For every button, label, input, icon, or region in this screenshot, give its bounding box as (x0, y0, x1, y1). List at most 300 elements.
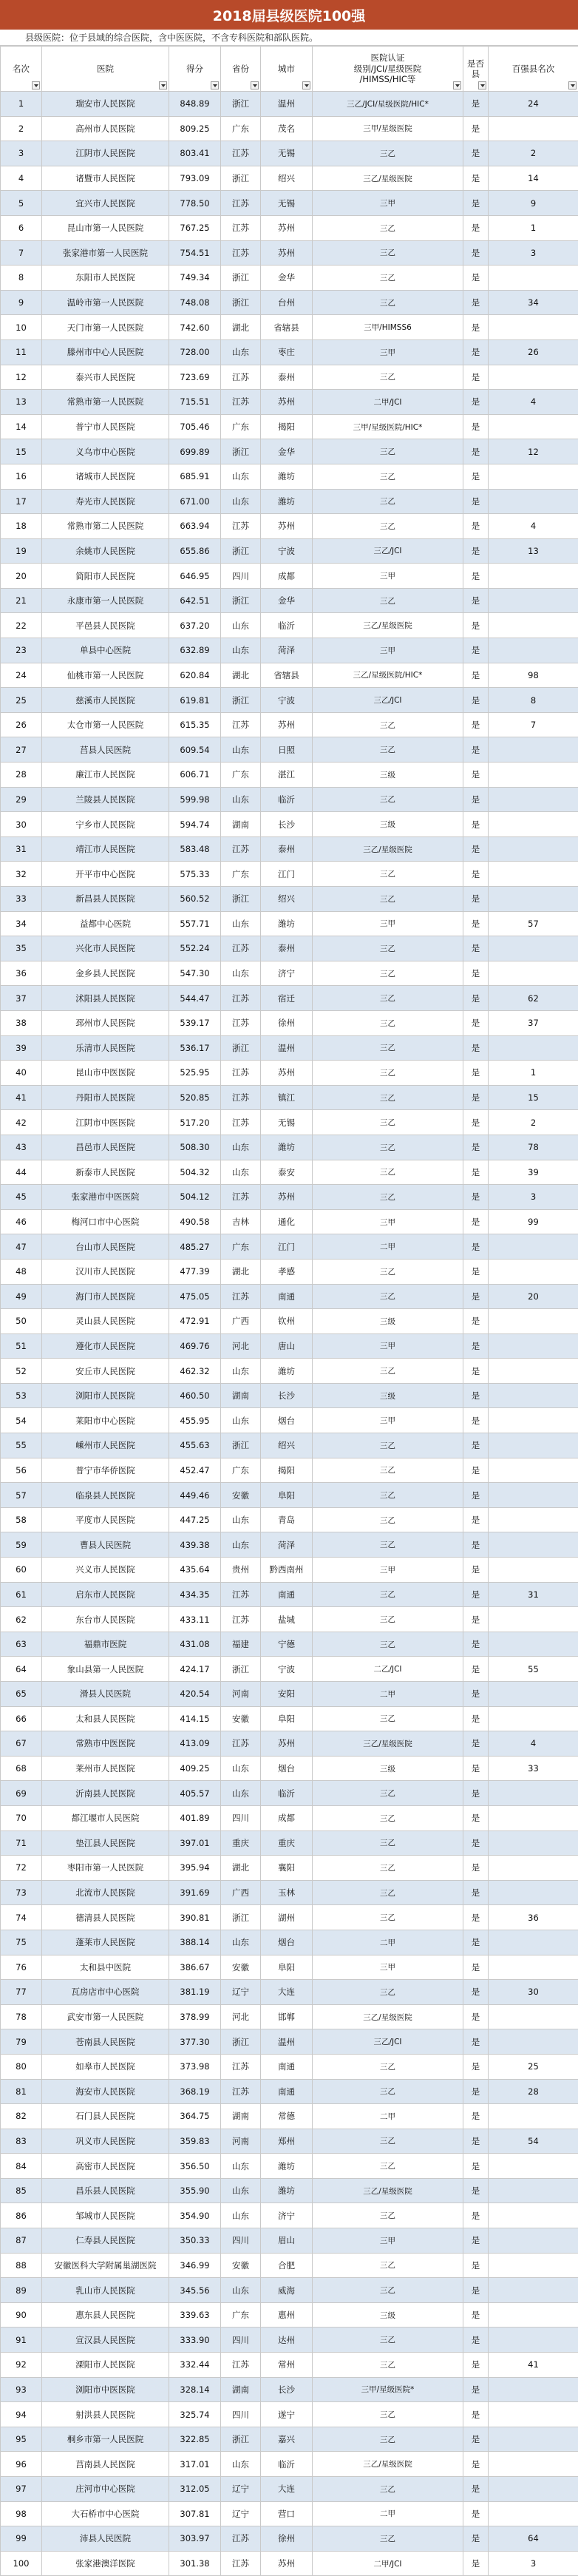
hospital-name-cell: 瓦房店市中心医院 (42, 1980, 169, 2005)
score-cell: 333.90 (169, 2327, 221, 2353)
rank-cell: 89 (1, 2278, 42, 2303)
county-rank-cell (489, 2452, 578, 2477)
certification-cell: 三乙 (313, 1830, 463, 1856)
is-county-cell: 是 (463, 961, 489, 986)
province-cell: 江苏 (221, 1607, 261, 1632)
certification-cell: 三乙 (313, 712, 463, 737)
certification-cell: 三乙 (313, 787, 463, 812)
province-cell: 浙江 (221, 439, 261, 464)
table-row (1, 1010, 578, 1035)
rank-cell: 51 (1, 1333, 42, 1359)
hospital-name-cell: 宣汉县人民医院 (42, 2327, 169, 2353)
city-cell: 临沂 (261, 787, 313, 812)
rank-cell: 9 (1, 290, 42, 315)
city-cell: 省辖县 (261, 663, 313, 688)
city-cell: 宁波 (261, 1657, 313, 1682)
hospital-name-cell: 海安市人民医院 (42, 2079, 169, 2104)
is-county-cell: 是 (463, 439, 489, 464)
province-cell: 湖南 (221, 812, 261, 837)
city-cell: 揭阳 (261, 414, 313, 439)
city-cell: 日照 (261, 737, 313, 763)
province-cell: 山东 (221, 2154, 261, 2179)
county-rank-cell (489, 1035, 578, 1061)
hospital-name-cell: 德清县人民医院 (42, 1905, 169, 1930)
hospital-name-cell: 沛县人民医院 (42, 2526, 169, 2552)
province-cell: 辽宁 (221, 2501, 261, 2526)
province-cell: 山东 (221, 2203, 261, 2228)
hospital-name-cell: 泰兴市人民医院 (42, 365, 169, 390)
score-cell: 386.67 (169, 1955, 221, 1980)
city-cell: 黔西南州 (261, 1558, 313, 1583)
province-cell: 浙江 (221, 538, 261, 564)
city-cell: 烟台 (261, 1408, 313, 1433)
certification-cell: 三乙 (313, 1185, 463, 1210)
county-rank-cell (489, 787, 578, 812)
county-rank-cell (489, 812, 578, 837)
is-county-cell: 是 (463, 1682, 489, 1707)
province-cell: 山东 (221, 1781, 261, 1806)
table-row (1, 1110, 578, 1135)
certification-cell: 三乙 (313, 1284, 463, 1309)
table-row (1, 1830, 578, 1856)
score-cell: 433.11 (169, 1607, 221, 1632)
score-cell: 397.01 (169, 1830, 221, 1856)
score-cell: 472.91 (169, 1309, 221, 1334)
page-title: 2018届县级医院100强 (0, 0, 578, 30)
is-county-cell: 是 (463, 1830, 489, 1856)
county-rank-cell (489, 1830, 578, 1856)
certification-cell: 三乙 (313, 2129, 463, 2154)
certification-cell: 三乙 (313, 1035, 463, 1061)
table-row (1, 1582, 578, 1607)
table-row (1, 1980, 578, 2005)
table-row (1, 737, 578, 763)
rank-cell: 74 (1, 1905, 42, 1930)
is-county-cell: 是 (463, 812, 489, 837)
score-cell: 434.35 (169, 1582, 221, 1607)
is-county-cell: 是 (463, 2551, 489, 2576)
score-cell: 504.12 (169, 1185, 221, 1210)
hospital-name-cell: 安丘市人民医院 (42, 1359, 169, 1384)
province-cell: 广西 (221, 1309, 261, 1334)
score-cell: 637.20 (169, 613, 221, 638)
is-county-cell: 是 (463, 339, 489, 365)
score-cell: 373.98 (169, 2054, 221, 2079)
hospital-name-cell: 常熟市第一人民医院 (42, 390, 169, 415)
rank-cell: 57 (1, 1483, 42, 1508)
rank-cell: 65 (1, 1682, 42, 1707)
certification-cell: 三乙 (313, 2477, 463, 2502)
certification-cell: 三乙 (313, 1259, 463, 1284)
table-row (1, 2178, 578, 2203)
table-row (1, 1135, 578, 1160)
county-rank-cell (489, 2477, 578, 2502)
is-county-cell: 是 (463, 737, 489, 763)
hospital-name-cell: 福鼎市医院 (42, 1632, 169, 1657)
city-cell: 绍兴 (261, 1433, 313, 1458)
table-row (1, 1955, 578, 1980)
city-cell: 潍坊 (261, 2154, 313, 2179)
table-row (1, 564, 578, 589)
county-rank-cell (489, 2178, 578, 2203)
province-cell: 江苏 (221, 1085, 261, 1110)
score-cell: 413.09 (169, 1731, 221, 1757)
filter-dropdown-icon[interactable] (568, 81, 577, 89)
hospital-name-cell: 简阳市人民医院 (42, 564, 169, 589)
city-cell: 湖州 (261, 1905, 313, 1930)
rank-cell: 59 (1, 1532, 42, 1558)
hospital-name-cell: 浏阳市人民医院 (42, 1383, 169, 1408)
county-rank-cell: 2 (489, 1110, 578, 1135)
is-county-cell: 是 (463, 1507, 489, 1532)
is-county-cell: 是 (463, 2526, 489, 2552)
is-county-cell: 是 (463, 1061, 489, 1086)
rank-cell: 86 (1, 2203, 42, 2228)
is-county-cell: 是 (463, 2029, 489, 2055)
hospital-name-cell: 仁寿县人民医院 (42, 2228, 169, 2254)
province-cell: 安徽 (221, 1483, 261, 1508)
table-row (1, 1433, 578, 1458)
city-cell: 南通 (261, 1582, 313, 1607)
table-row (1, 191, 578, 216)
hospital-name-cell: 昆山市第一人民医院 (42, 215, 169, 240)
county-rank-cell (489, 588, 578, 613)
county-rank-cell (489, 737, 578, 763)
score-cell: 460.50 (169, 1383, 221, 1408)
city-cell: 临沂 (261, 1781, 313, 1806)
county-rank-cell (489, 887, 578, 912)
city-cell: 潍坊 (261, 1135, 313, 1160)
score-cell: 517.20 (169, 1110, 221, 1135)
hospital-name-cell: 嵊州市人民医院 (42, 1433, 169, 1458)
certification-cell: 三乙/JCI/星级医院/HIC* (313, 92, 463, 117)
hospital-name-cell: 武安市第一人民医院 (42, 2004, 169, 2029)
province-cell: 福建 (221, 1632, 261, 1657)
table-row (1, 315, 578, 340)
table-row (1, 1805, 578, 1830)
score-cell: 803.41 (169, 141, 221, 166)
province-cell: 浙江 (221, 688, 261, 713)
city-cell: 大连 (261, 2477, 313, 2502)
county-rank-cell: 14 (489, 166, 578, 191)
certification-cell: 三乙 (313, 1458, 463, 1483)
province-cell: 山东 (221, 2452, 261, 2477)
province-cell: 浙江 (221, 588, 261, 613)
table-row (1, 712, 578, 737)
filter-dropdown-icon[interactable] (302, 81, 310, 89)
county-rank-cell: 13 (489, 538, 578, 564)
rank-cell: 32 (1, 862, 42, 887)
score-cell: 449.46 (169, 1483, 221, 1508)
is-county-cell: 是 (463, 2353, 489, 2378)
table-row (1, 1359, 578, 1384)
hospital-name-cell: 石门县人民医院 (42, 2104, 169, 2129)
hospital-name-cell: 苍南县人民医院 (42, 2029, 169, 2055)
score-cell: 409.25 (169, 1756, 221, 1781)
is-county-cell: 是 (463, 2228, 489, 2254)
filter-dropdown-icon[interactable] (453, 81, 461, 89)
rank-cell: 16 (1, 464, 42, 489)
county-rank-cell (489, 1706, 578, 1731)
certification-cell: 三甲/星级医院* (313, 2377, 463, 2402)
rank-cell: 96 (1, 2452, 42, 2477)
rank-cell: 68 (1, 1756, 42, 1781)
table-row (1, 2079, 578, 2104)
hospital-name-cell: 江阴市人民医院 (42, 141, 169, 166)
hospital-name-cell: 沭阳县人民医院 (42, 986, 169, 1011)
city-cell: 菏泽 (261, 638, 313, 663)
table-row (1, 2501, 578, 2526)
certification-cell: 三乙 (313, 2054, 463, 2079)
rank-cell: 38 (1, 1010, 42, 1035)
table-row (1, 1781, 578, 1806)
certification-cell: 三级 (313, 812, 463, 837)
certification-cell: 三乙 (313, 961, 463, 986)
certification-cell: 三乙/星级医院 (313, 2178, 463, 2203)
province-cell: 湖北 (221, 663, 261, 688)
certification-cell: 三甲 (313, 638, 463, 663)
is-county-cell: 是 (463, 1284, 489, 1309)
is-county-cell: 是 (463, 1980, 489, 2005)
hospital-name-cell: 浏阳市中医医院 (42, 2377, 169, 2402)
city-cell: 温州 (261, 1035, 313, 1061)
city-cell: 达州 (261, 2327, 313, 2353)
table-row (1, 2228, 578, 2254)
county-rank-cell (489, 1259, 578, 1284)
certification-cell: 三乙/JCI (313, 688, 463, 713)
certification-cell: 三乙 (313, 588, 463, 613)
certification-cell: 三乙 (313, 2203, 463, 2228)
table-row (1, 1085, 578, 1110)
certification-cell: 二乙/JCI (313, 1657, 463, 1682)
certification-cell: 三乙 (313, 1359, 463, 1384)
county-rank-cell: 57 (489, 911, 578, 936)
is-county-cell: 是 (463, 191, 489, 216)
city-cell: 烟台 (261, 1930, 313, 1955)
province-cell: 湖北 (221, 1856, 261, 1881)
score-cell: 395.94 (169, 1856, 221, 1881)
hospital-name-cell: 益都中心医院 (42, 911, 169, 936)
county-rank-cell: 4 (489, 390, 578, 415)
score-cell: 455.63 (169, 1433, 221, 1458)
rank-cell: 36 (1, 961, 42, 986)
province-cell: 山东 (221, 1160, 261, 1185)
is-county-cell: 是 (463, 1805, 489, 1830)
certification-cell: 三乙/星级医院 (313, 2452, 463, 2477)
is-county-cell: 是 (463, 1408, 489, 1433)
certification-cell: 二甲 (313, 1234, 463, 1260)
province-cell: 江苏 (221, 2526, 261, 2552)
city-cell: 孝感 (261, 1259, 313, 1284)
filter-dropdown-icon[interactable] (211, 81, 219, 89)
province-cell: 广东 (221, 763, 261, 788)
rank-cell: 50 (1, 1309, 42, 1334)
filter-dropdown-icon[interactable] (159, 81, 167, 89)
rank-cell: 94 (1, 2402, 42, 2427)
filter-dropdown-icon[interactable] (32, 81, 40, 89)
table-row (1, 464, 578, 489)
rank-cell: 100 (1, 2551, 42, 2576)
rank-cell: 8 (1, 266, 42, 291)
certification-cell: 三甲 (313, 1558, 463, 1583)
table-row (1, 1756, 578, 1781)
city-cell: 济宁 (261, 2203, 313, 2228)
province-cell: 江苏 (221, 712, 261, 737)
score-cell: 715.51 (169, 390, 221, 415)
city-cell: 苏州 (261, 2551, 313, 2576)
hospital-name-cell: 太和县中医院 (42, 1955, 169, 1980)
province-cell: 江苏 (221, 1010, 261, 1035)
filter-dropdown-icon[interactable] (251, 81, 259, 89)
province-cell: 安徽 (221, 2253, 261, 2278)
certification-cell: 三甲 (313, 1333, 463, 1359)
score-cell: 749.34 (169, 266, 221, 291)
score-cell: 469.76 (169, 1333, 221, 1359)
county-rank-cell (489, 564, 578, 589)
province-cell: 山东 (221, 339, 261, 365)
table-row (1, 2551, 578, 2576)
table-row (1, 514, 578, 539)
is-county-cell: 是 (463, 1110, 489, 1135)
is-county-cell: 是 (463, 538, 489, 564)
province-cell: 四川 (221, 2327, 261, 2353)
is-county-cell: 是 (463, 2477, 489, 2502)
is-county-cell: 是 (463, 836, 489, 862)
table-row (1, 266, 578, 291)
county-rank-cell: 9 (489, 191, 578, 216)
city-cell: 苏州 (261, 390, 313, 415)
hospital-name-cell: 莒县人民医院 (42, 737, 169, 763)
is-county-cell: 是 (463, 1483, 489, 1508)
city-cell: 惠州 (261, 2302, 313, 2327)
rank-cell: 24 (1, 663, 42, 688)
table-row (1, 2353, 578, 2378)
rank-cell: 3 (1, 141, 42, 166)
hospital-name-cell: 溧阳市人民医院 (42, 2353, 169, 2378)
is-county-cell: 是 (463, 166, 489, 191)
is-county-cell: 是 (463, 1532, 489, 1558)
city-cell: 合肥 (261, 2253, 313, 2278)
province-cell: 浙江 (221, 1905, 261, 1930)
certification-cell: 三乙 (313, 936, 463, 961)
score-cell: 332.44 (169, 2353, 221, 2378)
province-cell: 江苏 (221, 365, 261, 390)
score-cell: 575.33 (169, 862, 221, 887)
score-cell: 663.94 (169, 514, 221, 539)
is-county-cell: 是 (463, 1383, 489, 1408)
hospital-name-cell: 曹县人民医院 (42, 1532, 169, 1558)
certification-cell: 三乙 (313, 141, 463, 166)
rank-cell: 18 (1, 514, 42, 539)
header-label: 得分 (169, 64, 220, 74)
city-cell: 阜阳 (261, 1706, 313, 1731)
county-rank-cell (489, 1856, 578, 1881)
county-rank-cell (489, 613, 578, 638)
county-rank-cell (489, 1955, 578, 1980)
score-cell: 455.95 (169, 1408, 221, 1433)
hospital-name-cell: 余姚市人民医院 (42, 538, 169, 564)
rank-cell: 69 (1, 1781, 42, 1806)
is-county-cell: 是 (463, 514, 489, 539)
province-cell: 山东 (221, 1135, 261, 1160)
score-cell: 723.69 (169, 365, 221, 390)
certification-cell: 三乙 (313, 2154, 463, 2179)
certification-cell: 三甲/星级医院 (313, 116, 463, 141)
county-rank-cell: 39 (489, 1160, 578, 1185)
province-cell: 江苏 (221, 215, 261, 240)
table-row (1, 414, 578, 439)
hospital-name-cell: 昆山市中医医院 (42, 1061, 169, 1086)
table-row (1, 141, 578, 166)
rank-cell: 4 (1, 166, 42, 191)
province-cell: 江苏 (221, 2551, 261, 2576)
county-rank-cell: 55 (489, 1657, 578, 1682)
certification-cell: 三乙 (313, 1085, 463, 1110)
province-cell: 江苏 (221, 390, 261, 415)
county-rank-cell (489, 414, 578, 439)
rank-cell: 58 (1, 1507, 42, 1532)
score-cell: 646.95 (169, 564, 221, 589)
score-cell: 685.91 (169, 464, 221, 489)
score-cell: 475.05 (169, 1284, 221, 1309)
hospital-name-cell: 惠东县人民医院 (42, 2302, 169, 2327)
rank-cell: 44 (1, 1160, 42, 1185)
rank-cell: 21 (1, 588, 42, 613)
score-cell: 748.08 (169, 290, 221, 315)
county-rank-cell (489, 2154, 578, 2179)
table-row (1, 2203, 578, 2228)
rank-cell: 53 (1, 1383, 42, 1408)
score-cell: 620.84 (169, 663, 221, 688)
score-cell: 490.58 (169, 1209, 221, 1234)
score-cell: 606.71 (169, 763, 221, 788)
province-cell: 江苏 (221, 986, 261, 1011)
hospital-name-cell: 张家港澳洋医院 (42, 2551, 169, 2576)
hospital-name-cell: 金乡县人民医院 (42, 961, 169, 986)
city-cell: 台州 (261, 290, 313, 315)
hospital-name-cell: 太仓市第一人民医院 (42, 712, 169, 737)
hospital-name-cell: 象山县第一人民医院 (42, 1657, 169, 1682)
province-cell: 浙江 (221, 1657, 261, 1682)
score-cell: 424.17 (169, 1657, 221, 1682)
rank-cell: 14 (1, 414, 42, 439)
certification-cell: 二甲/JCI (313, 390, 463, 415)
score-cell: 615.35 (169, 712, 221, 737)
is-county-cell: 是 (463, 1309, 489, 1334)
table-row (1, 2377, 578, 2402)
table-row (1, 489, 578, 514)
county-rank-cell (489, 1930, 578, 1955)
table-row (1, 290, 578, 315)
certification-cell: 三乙 (313, 1160, 463, 1185)
score-cell: 671.00 (169, 489, 221, 514)
table-row (1, 2327, 578, 2353)
score-cell: 381.19 (169, 1980, 221, 2005)
city-cell: 长沙 (261, 2377, 313, 2402)
score-cell: 767.25 (169, 215, 221, 240)
rank-cell: 76 (1, 1955, 42, 1980)
certification-cell: 三乙 (313, 986, 463, 1011)
city-cell: 盐城 (261, 1607, 313, 1632)
hospital-name-cell: 灵山县人民医院 (42, 1309, 169, 1334)
certification-cell: 三乙 (313, 2353, 463, 2378)
table-row (1, 688, 578, 713)
county-rank-cell (489, 1383, 578, 1408)
county-rank-cell: 99 (489, 1209, 578, 1234)
table-row (1, 887, 578, 912)
province-cell: 重庆 (221, 1830, 261, 1856)
filter-dropdown-icon[interactable] (478, 81, 486, 89)
